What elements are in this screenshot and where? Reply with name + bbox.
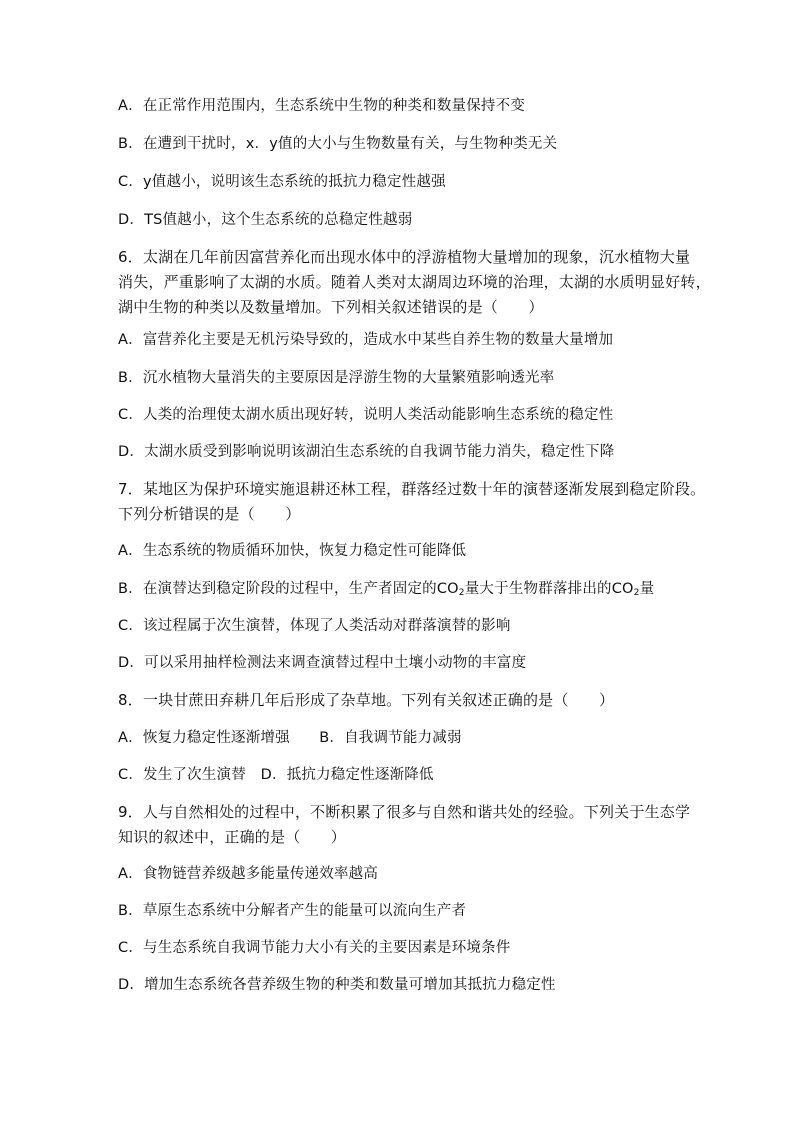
q7-stem-line-2: 下列分析错误的是（ ） <box>118 505 301 523</box>
q7-option-b-text-1: B．在演替达到稳定阶段的过程中，生产者固定的CO <box>118 581 459 597</box>
q9-option-c: C．与生态系统自我调节能力大小有关的主要因素是环境条件 <box>118 940 511 956</box>
q6-option-d: D．太湖水质受到影响说明该湖泊生态系统的自我调节能力消失，稳定性下降 <box>118 444 615 460</box>
q7-option-c: C．该过程属于次生演替，体现了人类活动对群落演替的影响 <box>118 618 511 634</box>
q9-option-b: B．草原生态系统中分解者产生的能量可以流向生产者 <box>118 903 467 919</box>
q6-stem-line-3: 湖中生物的种类以及数量增加。下列相关叙述错误的是（ ） <box>118 298 544 316</box>
q5-option-c: C．y值越小，说明该生态系统的抵抗力稳定性越强 <box>118 174 446 190</box>
q6-option-a: A．富营养化主要是无机污染导致的，造成水中某些自养生物的数量大量增加 <box>118 332 614 348</box>
q8-options-ab: A．恢复力稳定性逐渐增强 B．自我调节能力减弱 <box>118 730 462 746</box>
q9-stem-line-2: 知识的叙述中，正确的是（ ） <box>118 828 347 846</box>
q5-option-d: D．TS值越小，这个生态系统的总稳定性越弱 <box>118 212 413 228</box>
q7-option-b-text-2: 量大于生物群落排出的CO <box>464 581 634 597</box>
q8-options-cd: C．发生了次生演替 D．抵抗力稳定性逐渐降低 <box>118 767 434 783</box>
q7-option-b <box>118 579 688 599</box>
q7-option-b-subscript-2: 2 <box>633 588 640 598</box>
q7-stem-line-1: 7．某地区为保护环境实施退耕还林工程，群落经过数十年的演替逐渐发展到稳定阶段。 <box>118 480 706 498</box>
q5-option-b: B．在遭到干扰时，x．y值的大小与生物数量有关，与生物种类无关 <box>118 136 558 152</box>
q9-option-a: A．食物链营养级越多能量传递效率越高 <box>118 866 379 882</box>
q7-option-d: D．可以采用抽样检测法来调查演替过程中土壤小动物的丰富度 <box>118 655 527 671</box>
q6-option-c: C．人类的治理使太湖水质出现好转，说明人类活动能影响生态系统的稳定性 <box>118 407 614 423</box>
q9-stem-line-1: 9．人与自然相处的过程中，不断积累了很多与自然和谐共处的经验。下列关于生态学 <box>118 803 691 821</box>
q7-option-a: A．生态系统的物质循环加快，恢复力稳定性可能降低 <box>118 543 467 559</box>
q8-stem: 8．一块甘蔗田弃耕几年后形成了杂草地。下列有关叙述正确的是（ ） <box>118 691 615 709</box>
q6-stem-line-2: 消失，严重影响了太湖的水质。随着人类对太湖周边环境的治理，太湖的水质明显好转， <box>118 273 711 291</box>
q7-option-b-text-3: 量 <box>639 581 655 597</box>
q5-option-a: A．在正常作用范围内，生态系统中生物的种类和数量保持不变 <box>118 98 526 114</box>
q7-option-b-subscript-1: 2 <box>458 588 465 598</box>
q6-stem-line-1: 6．太湖在几年前因富营养化而出现水体中的浮游植物大量增加的现象，沉水植物大量 <box>118 248 691 266</box>
q6-option-b: B．沉水植物大量消失的主要原因是浮游生物的大量繁殖影响透光率 <box>118 370 555 386</box>
q9-option-d: D．增加生态系统各营养级生物的种类和数量可增加其抵抗力稳定性 <box>118 977 556 993</box>
